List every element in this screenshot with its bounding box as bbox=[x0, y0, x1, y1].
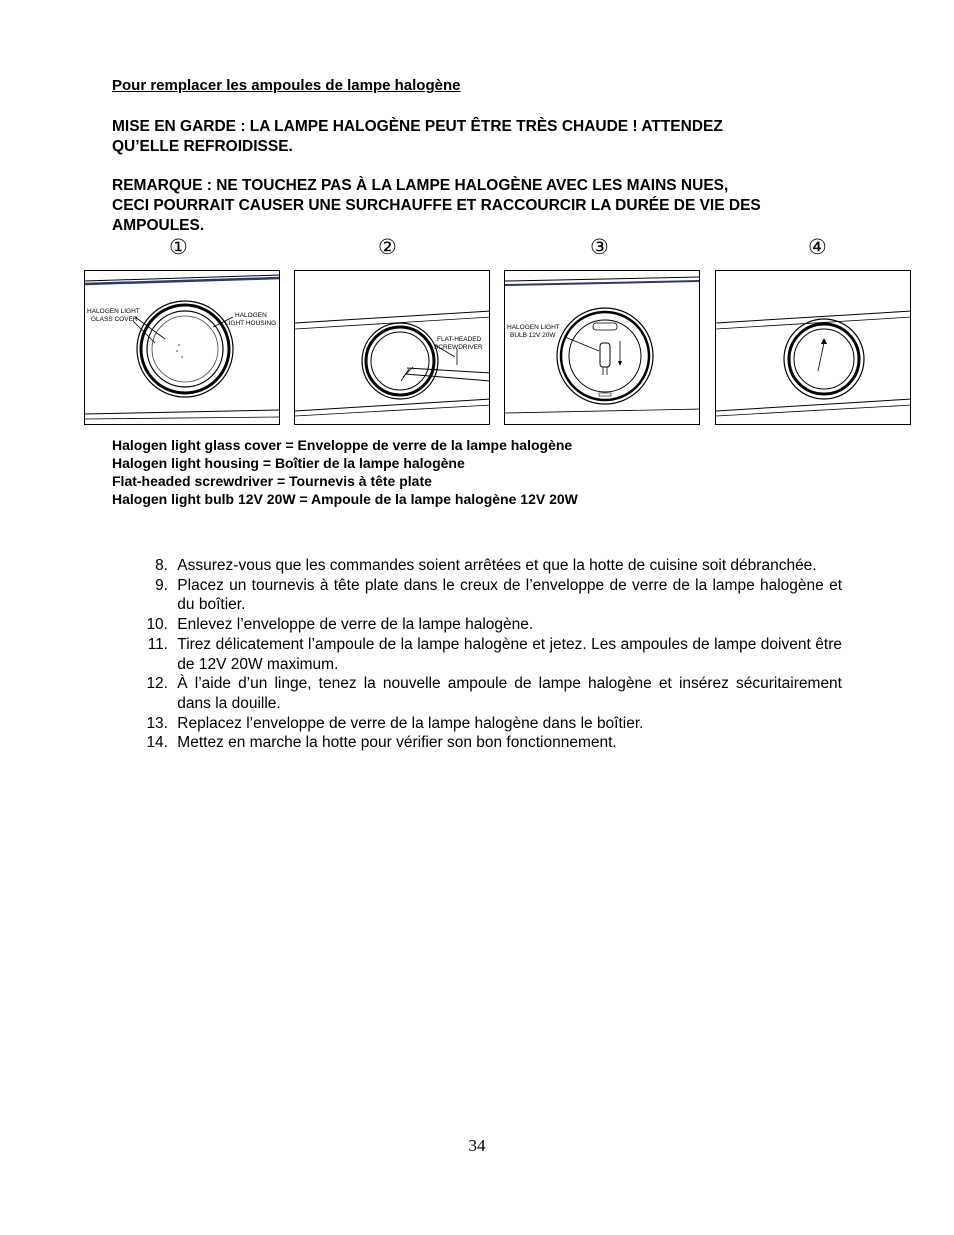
step-text: Placez un tournevis à tête plate dans le creux de l’enveloppe de verre de la lampe halogène et du boîtier. bbox=[177, 576, 842, 614]
figure-1-label: HALOGEN bbox=[235, 312, 267, 319]
legend bbox=[112, 436, 578, 508]
step-number: 9. bbox=[155, 576, 168, 594]
list-item bbox=[138, 615, 842, 635]
page-number: 34 bbox=[468, 1136, 486, 1155]
list-item bbox=[138, 576, 842, 615]
figure-2-label: SCREWDRIVER bbox=[434, 344, 483, 351]
figure-4-reinstalled bbox=[715, 270, 911, 425]
figure-number-4: ④ bbox=[808, 236, 827, 259]
step-number: 13. bbox=[146, 714, 168, 732]
steps-list bbox=[138, 556, 842, 753]
figure-1-glass-cover-housing bbox=[84, 270, 280, 425]
figure-1-label: HALOGEN LIGHT bbox=[87, 308, 140, 315]
caution-block bbox=[112, 117, 852, 157]
step-text: Assurez-vous que les commandes soient arrêtées et que la hotte de cuisine soit débranchée. bbox=[177, 557, 817, 574]
step-number: 10. bbox=[146, 616, 168, 634]
legend-item: Flat-headed screwdriver = Tournevis à tête plate bbox=[112, 473, 432, 489]
step-text: À l’aide d’un linge, tenez la nouvelle ampoule de lampe halogène et insérez sécuritairement dans la douille. bbox=[177, 675, 842, 712]
caution-line: MISE EN GARDE : LA LAMPE HALOGÈNE PEUT ÊTRE TRÈS CHAUDE ! ATTENDEZ bbox=[112, 118, 723, 135]
figure-1-label: GLASS COVER bbox=[91, 316, 138, 323]
step-text: Mettez en marche la hotte pour vérifier son bon fonctionnement. bbox=[177, 734, 617, 752]
figure-3-bulb bbox=[504, 270, 700, 425]
figure-2-screwdriver bbox=[294, 270, 490, 425]
section-title: Pour remplacer les ampoules de lampe halogène bbox=[112, 77, 461, 94]
step-text: Enlevez l’enveloppe de verre de la lampe halogène. bbox=[177, 616, 534, 634]
caution-line: QU’ELLE REFROIDISSE. bbox=[112, 138, 293, 155]
figure-3-label: HALOGEN LIGHT bbox=[507, 324, 560, 331]
step-number: 8. bbox=[155, 557, 168, 574]
note-line: CECI POURRAIT CAUSER UNE SURCHAUFFE ET RACCOURCIR LA DURÉE DE VIE DES bbox=[112, 197, 761, 214]
note-line: REMARQUE : NE TOUCHEZ PAS À LA LAMPE HALOGÈNE AVEC LES MAINS NUES, bbox=[112, 177, 729, 194]
figure-1-label: LIGHT HOUSING bbox=[225, 320, 277, 327]
figure-2-label: FLAT-HEADED bbox=[437, 336, 482, 343]
step-text: Tirez délicatement l’ampoule de la lampe halogène et jetez. Les ampoules de lampe doivent être de 12V 20W maximum. bbox=[177, 635, 842, 673]
list-item bbox=[138, 635, 842, 674]
legend-item: Halogen light housing = Boîtier de la lampe halogène bbox=[112, 455, 465, 471]
figure-number-1: ① bbox=[169, 236, 188, 259]
legend-item: Halogen light glass cover = Enveloppe de verre de la lampe halogène bbox=[112, 437, 573, 453]
note-block bbox=[112, 176, 852, 236]
legend-item: Halogen light bulb 12V 20W = Ampoule de la lampe halogène 12V 20W bbox=[112, 491, 578, 507]
list-item bbox=[138, 674, 842, 713]
step-number: 11. bbox=[147, 635, 168, 653]
step-number: 14. bbox=[146, 734, 168, 752]
list-item bbox=[138, 733, 842, 753]
figure-number-2: ② bbox=[378, 236, 397, 259]
figure-3-label: BULB 12V 20W bbox=[510, 332, 556, 339]
step-number: 12. bbox=[146, 675, 168, 693]
note-line: AMPOULES. bbox=[112, 217, 205, 234]
step-text: Replacez l’enveloppe de verre de la lampe halogène dans le boîtier. bbox=[177, 714, 644, 732]
figure-number-3: ③ bbox=[590, 236, 609, 259]
list-item bbox=[138, 714, 842, 734]
list-item bbox=[138, 556, 842, 576]
